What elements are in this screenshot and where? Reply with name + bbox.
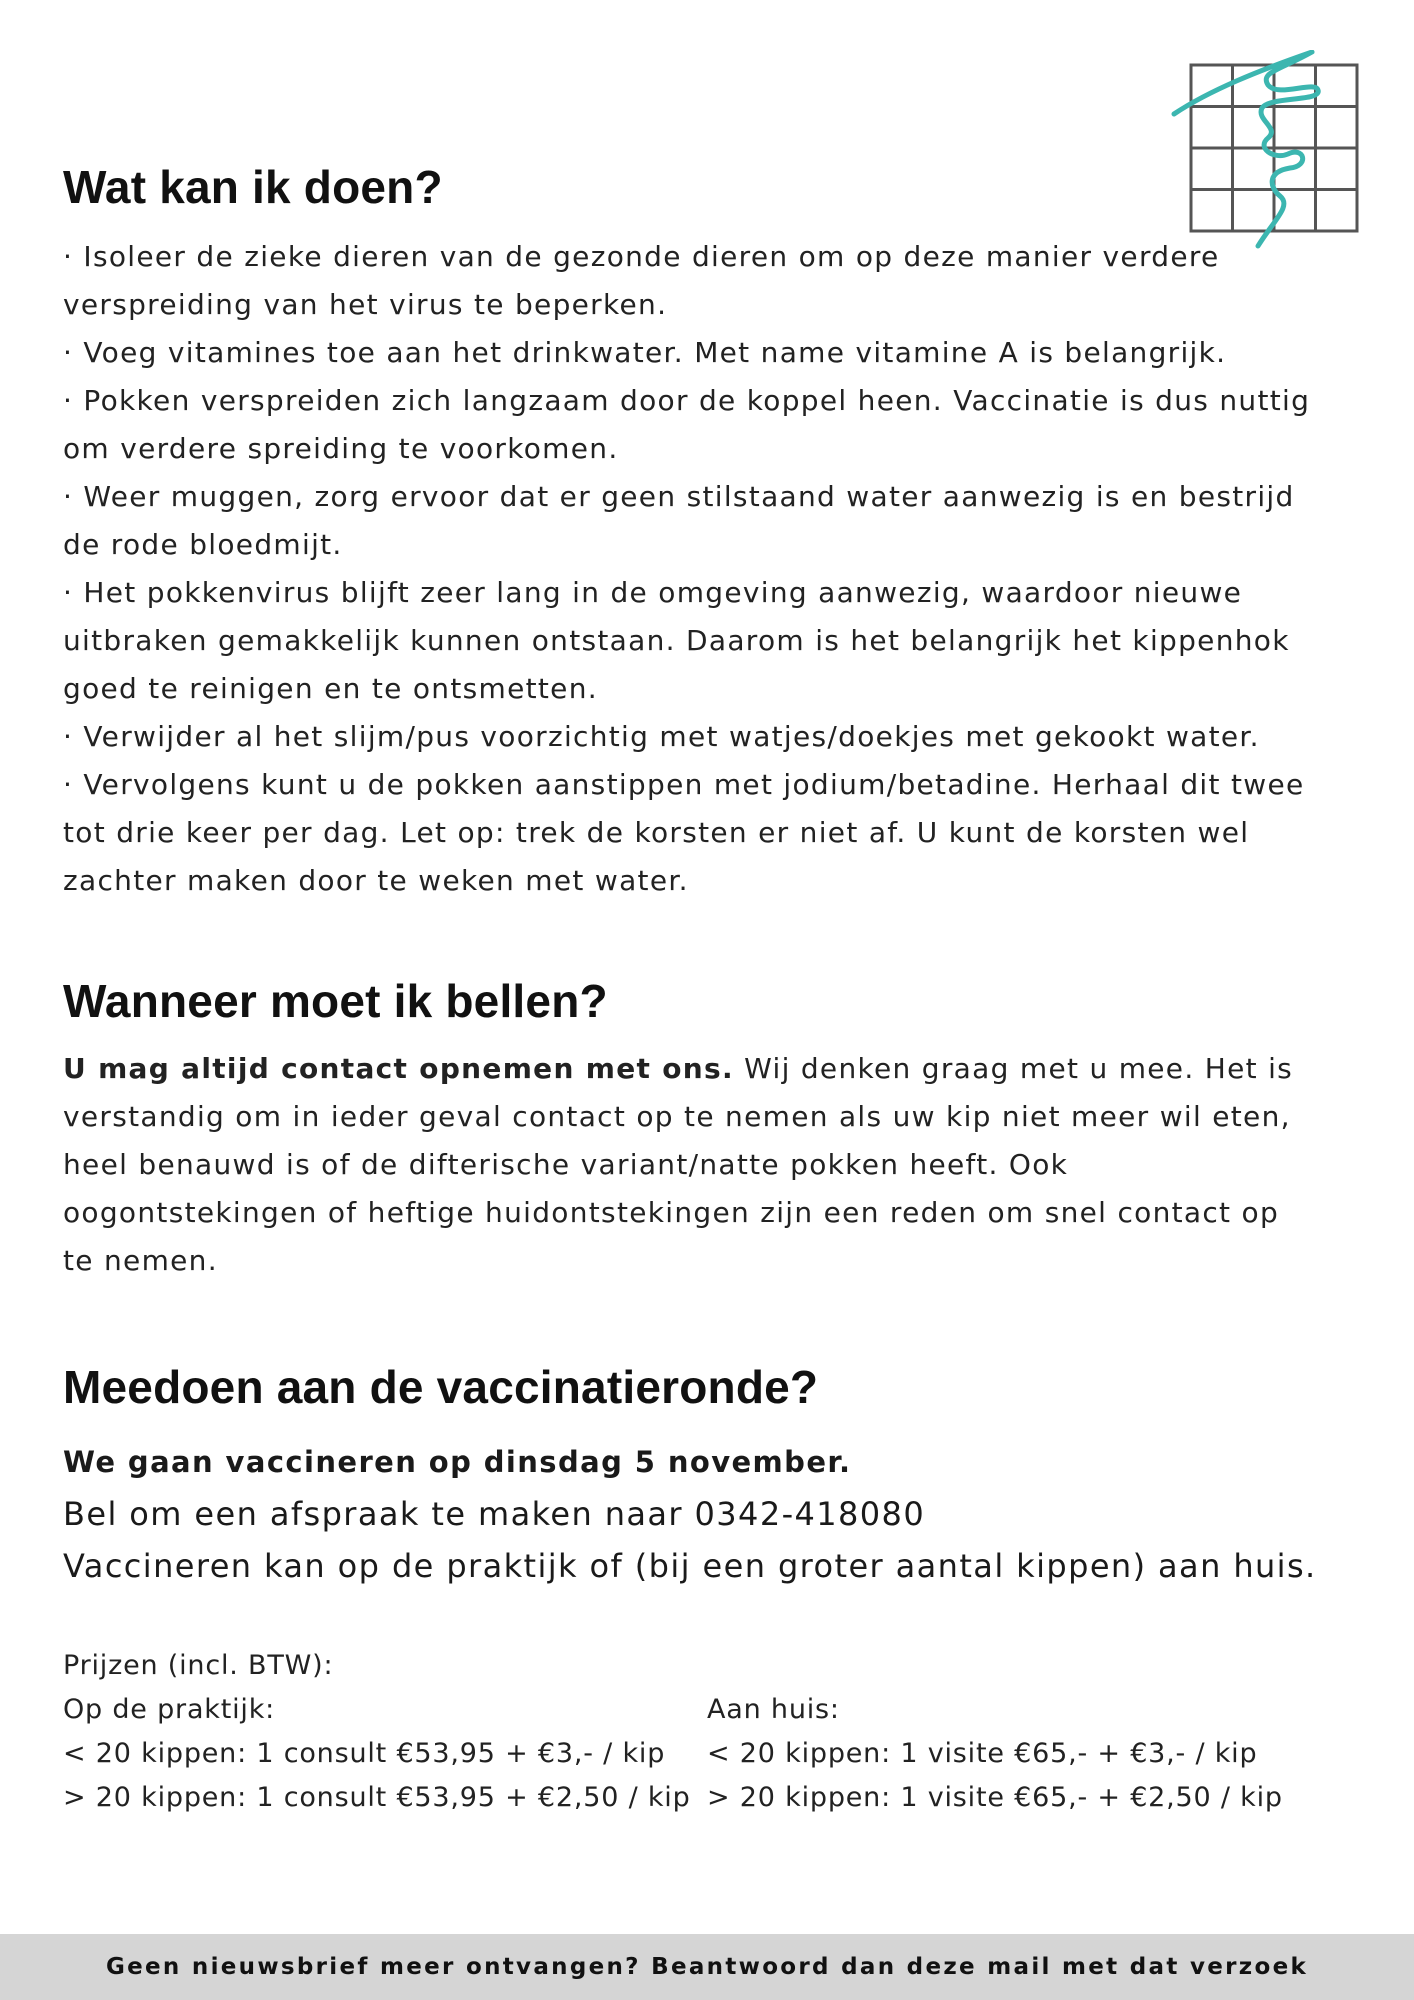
footer-unsubscribe-bar: [0, 1934, 1414, 2000]
price-row: < 20 kippen: 1 visite €65,- + €3,- / kip: [707, 1738, 1258, 1769]
practice-logo-icon: [1170, 50, 1370, 250]
price-row: < 20 kippen: 1 consult €53,95 + €3,- / kip: [63, 1738, 666, 1769]
price-column-aan-huis: [707, 1688, 1283, 1820]
unsubscribe-notice: Geen nieuwsbrief meer ontvangen? Beantwoord dan deze mail met dat verzoek: [105, 1954, 1309, 1980]
price-row: > 20 kippen: 1 consult €53,95 + €2,50 / kip: [63, 1782, 691, 1813]
when-to-call-paragraph: [63, 1045, 1303, 1285]
section-heading-vaccination-round: Meedoen aan de vaccinatieronde?: [63, 1361, 819, 1413]
price-column-label: Op de praktijk:: [63, 1694, 276, 1725]
list-item: · Vervolgens kunt u de pokken aanstippen met jodium/betadine. Herhaal dit twee tot drie keer per dag. Let op: trek de korsten er niet af. U kunt de korsten wel zachter maken door te weken met water.: [63, 768, 1305, 897]
contact-lead-bold: U mag altijd contact opnemen met ons.: [63, 1052, 734, 1085]
vaccination-info: [63, 1436, 1353, 1592]
list-item: · Verwijder al het slijm/pus voorzichtig met watjes/doekjes met gekookt water.: [63, 720, 1260, 753]
list-item: · Voeg vitamines toe aan het drinkwater. Met name vitamine A is belangrijk.: [63, 336, 1227, 369]
list-item: · Isoleer de zieke dieren van de gezonde dieren om op deze manier verdere verspreiding van het virus te beperken.: [63, 240, 1220, 321]
advice-bullet-list: [63, 233, 1323, 905]
prices-title: Prijzen (incl. BTW):: [63, 1650, 334, 1681]
list-item: · Pokken verspreiden zich langzaam door de koppel heen. Vaccinatie is dus nuttig om verdere spreiding te voorkomen.: [63, 384, 1311, 465]
contact-details-text: Wij denken graag met u mee. Het is verstandig om in ieder geval contact op te nemen als uw kip niet meer wil eten, heel benauwd is of de difterische variant/natte pokken heeft. Ook oogontstekingen of heftige huidontstekingen zijn een reden om snel contact op te nemen.: [63, 1052, 1294, 1277]
list-item: · Weer muggen, zorg ervoor dat er geen stilstaand water aanwezig is en bestrijd de rode bloedmijt.: [63, 480, 1295, 561]
price-column-label: Aan huis:: [707, 1694, 840, 1725]
list-item: · Het pokkenvirus blijft zeer lang in de omgeving aanwezig, waardoor nieuwe uitbraken gemakkelijk kunnen ontstaan. Daarom is het belangrijk het kippenhok goed te reinigen en te ontsmetten.: [63, 576, 1290, 705]
price-table: [63, 1644, 1363, 1820]
price-row: > 20 kippen: 1 visite €65,- + €2,50 / kip: [707, 1782, 1283, 1813]
price-column-praktijk: [63, 1688, 707, 1820]
appointment-phone-line: Bel om een afspraak te maken naar 0342-418080: [63, 1495, 926, 1533]
vaccination-date: We gaan vaccineren op dinsdag 5 november.: [63, 1445, 852, 1479]
section-heading-when-to-call: Wanneer moet ik bellen?: [63, 975, 608, 1027]
section-heading-what-to-do: Wat kan ik doen?: [63, 161, 443, 213]
vaccination-location-line: Vaccineren kan op de praktijk of (bij een groter aantal kippen) aan huis.: [63, 1547, 1317, 1585]
